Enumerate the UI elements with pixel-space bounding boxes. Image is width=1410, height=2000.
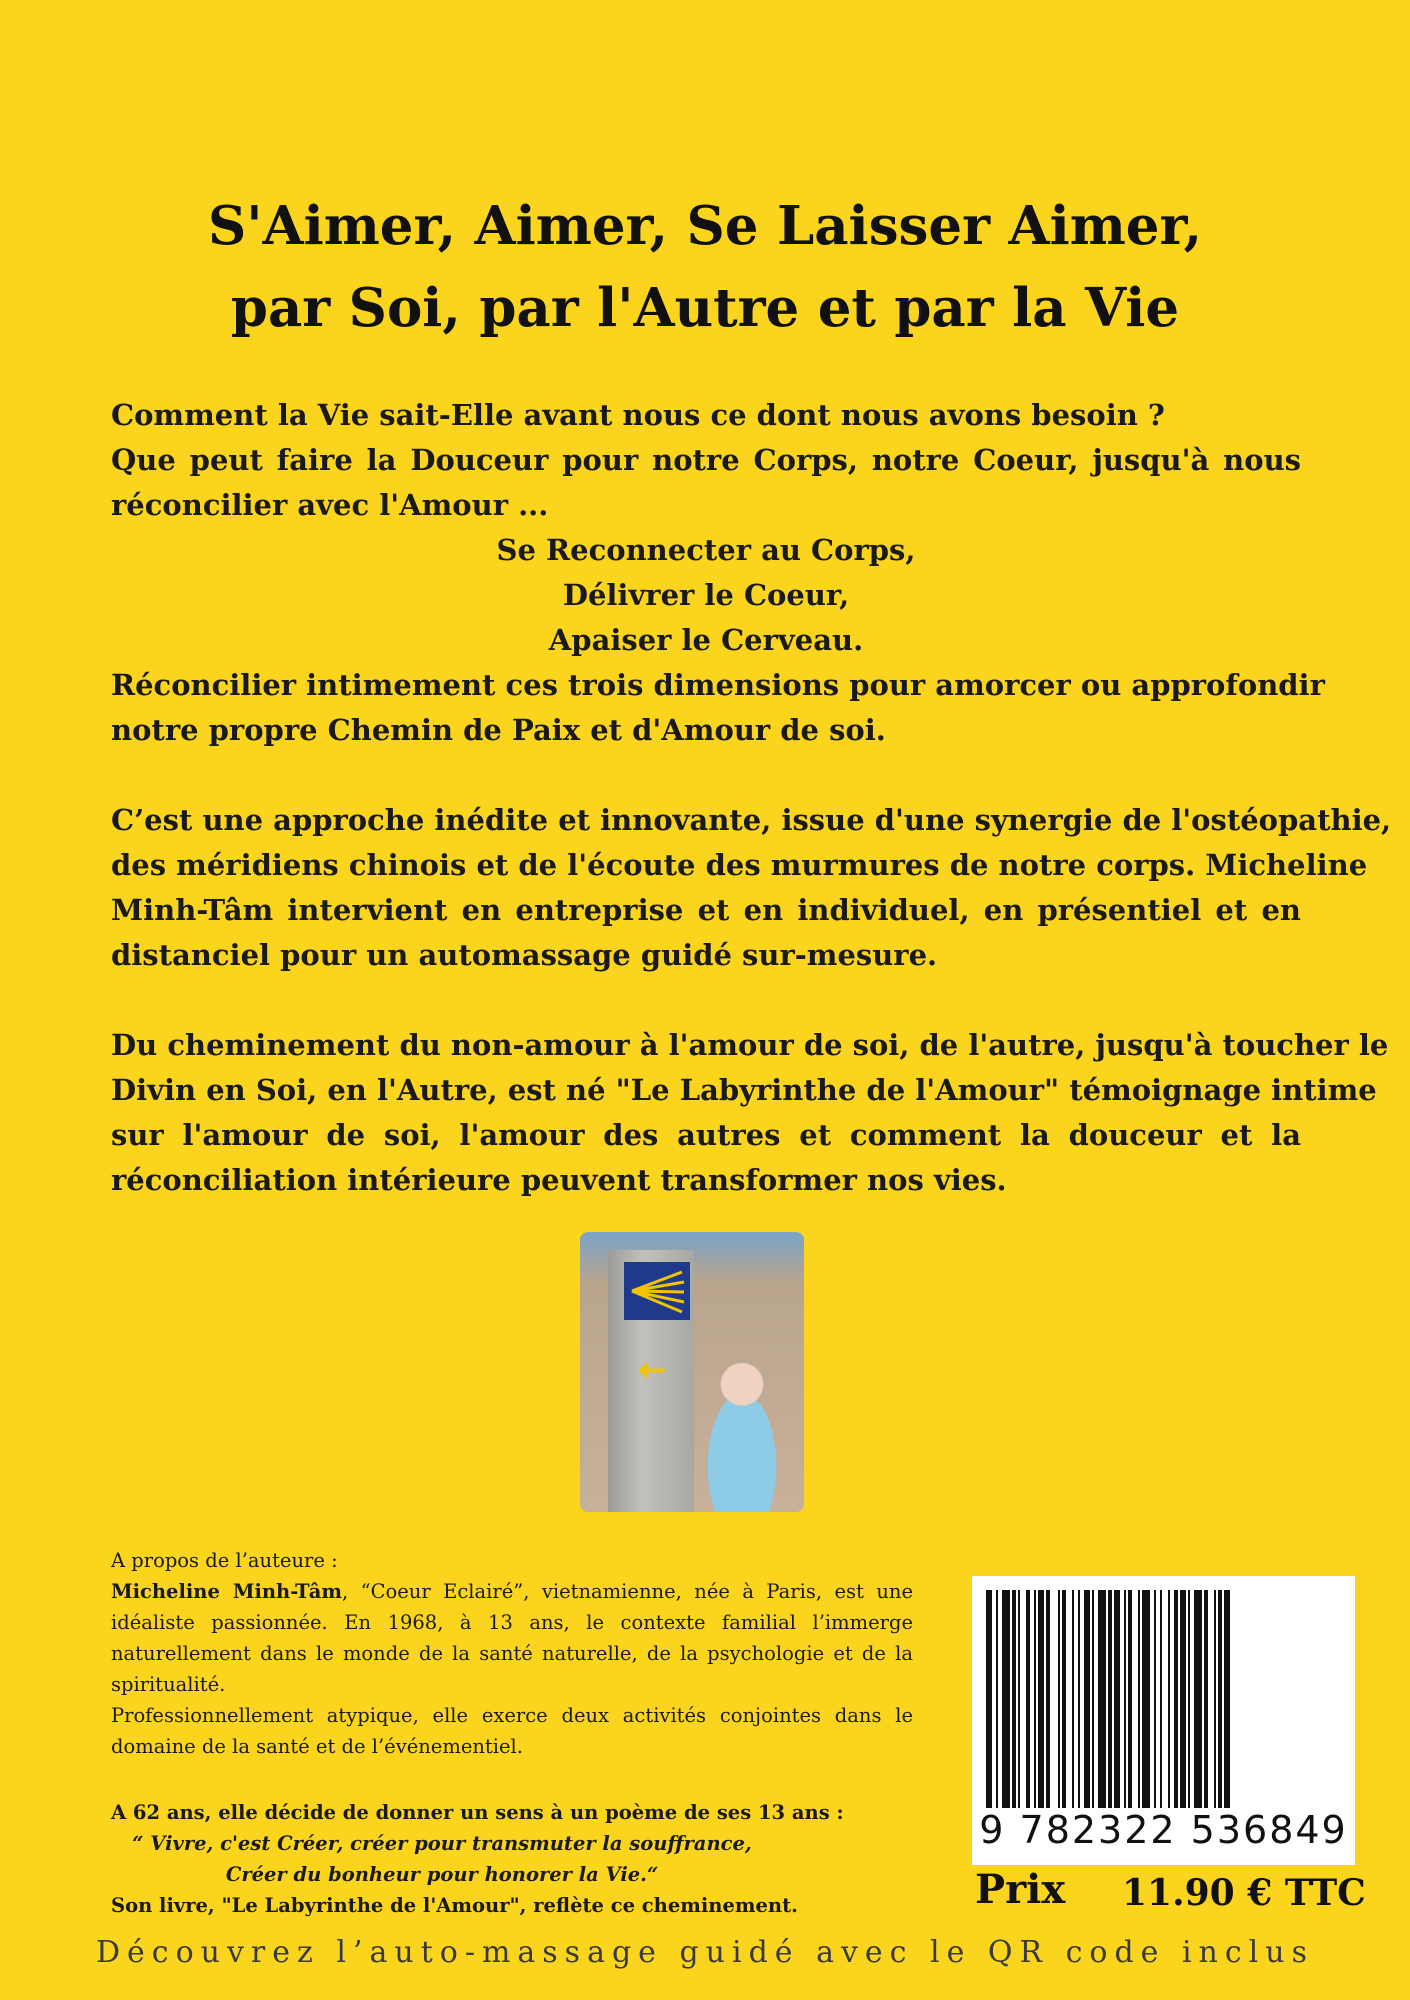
barcode-bar	[1092, 1590, 1094, 1808]
journey-line-4: réconciliation intérieure peuvent transformer nos vies.	[111, 1163, 1007, 1197]
barcode-bar	[1038, 1590, 1044, 1808]
quote-line-1: “ Vivre, c'est Créer, créer pour transmuter la souffrance,	[132, 1832, 752, 1855]
isbn-barcode	[972, 1576, 1355, 1865]
price-label: Prix	[975, 1866, 1066, 1913]
barcode-bar	[1018, 1590, 1020, 1808]
quote-line-2: Créer du bonheur pour honorer la Vie.“	[225, 1863, 659, 1886]
barcode-bar	[1218, 1590, 1222, 1808]
journey-line-1: Du cheminement du non-amour à l'amour de soi, de l'autre, jusqu'à toucher le	[111, 1028, 1389, 1062]
about-line-3: naturellement dans le monde de la santé naturelle, de la psychologie et de la	[111, 1642, 913, 1665]
quote-intro: A 62 ans, elle décide de donner un sens à un poème de ses 13 ans :	[111, 1801, 844, 1824]
barcode-bar	[996, 1590, 998, 1808]
about-line-1	[111, 1576, 913, 1607]
poem-quote	[111, 1797, 913, 1921]
intro-line-1: Comment la Vie sait-Elle avant nous ce dont nous avons besoin ?	[111, 398, 1165, 432]
barcode-bar	[1072, 1590, 1074, 1808]
author-photo	[580, 1232, 804, 1512]
barcode-bar	[1062, 1590, 1066, 1808]
about-line-2: idéaliste passionnée. En 1968, à 13 ans, le contexte familial l’immerge	[111, 1611, 913, 1634]
barcode-bar	[1204, 1590, 1208, 1808]
about-line-4: spiritualité.	[111, 1673, 226, 1696]
barcode-bar	[1188, 1590, 1190, 1808]
about-heading: A propos de l’auteure :	[111, 1549, 338, 1572]
barcode-bar	[1098, 1590, 1106, 1808]
barcode-bar	[1194, 1590, 1202, 1808]
approach-line-1: C’est une approche inédite et innovante, issue d'une synergie de l'ostéopathie,	[111, 803, 1392, 837]
barcode-bars	[972, 1576, 1355, 1808]
barcode-bar	[986, 1590, 992, 1808]
intro-centered-1: Se Reconnecter au Corps,	[496, 533, 916, 567]
approach-line-3: Minh-Tâm intervient en entreprise et en individuel, en présentiel et en	[111, 893, 1301, 927]
barcode-bar	[1012, 1590, 1016, 1808]
barcode-bar	[1168, 1590, 1170, 1808]
barcode-bar	[1034, 1590, 1036, 1808]
intro-centered-3: Apaiser le Cerveau.	[548, 623, 864, 657]
intro-line-5: notre propre Chemin de Paix et d'Amour de soi.	[111, 713, 886, 747]
barcode-bar	[1224, 1590, 1230, 1808]
book-title	[0, 185, 1410, 349]
barcode-bar	[1046, 1590, 1050, 1808]
about-line-1-rest: , “Coeur Eclairé”, vietnamienne, née à Paris, est une	[341, 1580, 914, 1603]
barcode-bar	[1214, 1590, 1216, 1808]
barcode-bar	[1138, 1590, 1140, 1808]
footer-qr-note: Découvrez l’auto-massage guidé avec le QR code inclus	[95, 1935, 1314, 1970]
about-line-6: domaine de la santé et de l’événementiel.	[111, 1735, 523, 1758]
barcode-bar	[1128, 1590, 1132, 1808]
barcode-bar	[1180, 1590, 1186, 1808]
author-name: Micheline Minh-Tâm	[111, 1580, 342, 1603]
barcode-bar	[1002, 1590, 1010, 1808]
about-author	[111, 1545, 913, 1762]
barcode-bar	[1084, 1590, 1090, 1808]
title-line-1: S'Aimer, Aimer, Se Laisser Aimer,	[207, 195, 1203, 257]
barcode-bar	[1160, 1590, 1162, 1808]
barcode-bar	[1026, 1590, 1030, 1808]
intro-line-4: Réconcilier intimement ces trois dimensions pour amorcer ou approfondir	[111, 668, 1325, 702]
journey-line-2: Divin en Soi, en l'Autre, est né "Le Labyrinthe de l'Amour" témoignage intime	[111, 1073, 1377, 1107]
barcode-bar	[1174, 1590, 1178, 1808]
intro-line-3: réconcilier avec l'Amour ...	[111, 488, 549, 522]
price-value: 11.90 € TTC	[1122, 1872, 1366, 1914]
quote-outro: Son livre, "Le Labyrinthe de l'Amour", reflète ce cheminement.	[111, 1894, 798, 1917]
journey-paragraph	[111, 1023, 1389, 1203]
barcode-bar	[1108, 1590, 1112, 1808]
approach-line-2: des méridiens chinois et de l'écoute des murmures de notre corps. Micheline	[111, 848, 1368, 882]
title-line-2: par Soi, par l'Autre et par la Vie	[230, 277, 1180, 339]
barcode-bar	[1114, 1590, 1120, 1808]
barcode-bar	[1078, 1590, 1080, 1808]
scallop-shell-icon	[624, 1262, 690, 1320]
intro-paragraph	[111, 393, 1325, 753]
approach-line-4: distanciel pour un automassage guidé sur-mesure.	[111, 938, 938, 972]
journey-line-3: sur l'amour de soi, l'amour des autres et comment la douceur et la	[111, 1118, 1301, 1152]
barcode-bar	[1058, 1590, 1060, 1808]
about-line-5: Professionnellement atypique, elle exerce deux activités conjointes dans le	[111, 1704, 913, 1727]
approach-paragraph	[111, 798, 1392, 978]
barcode-bar	[1142, 1590, 1150, 1808]
author-figure	[692, 1360, 792, 1512]
barcode-bar	[1124, 1590, 1126, 1808]
arrow-left-icon: ←	[638, 1350, 667, 1390]
intro-line-2: Que peut faire la Douceur pour notre Corps, notre Coeur, jusqu'à nous	[111, 443, 1301, 477]
barcode-bar	[1154, 1590, 1156, 1808]
isbn-number: 9 782322 536849	[979, 1808, 1348, 1852]
intro-centered-2: Délivrer le Coeur,	[562, 578, 850, 612]
